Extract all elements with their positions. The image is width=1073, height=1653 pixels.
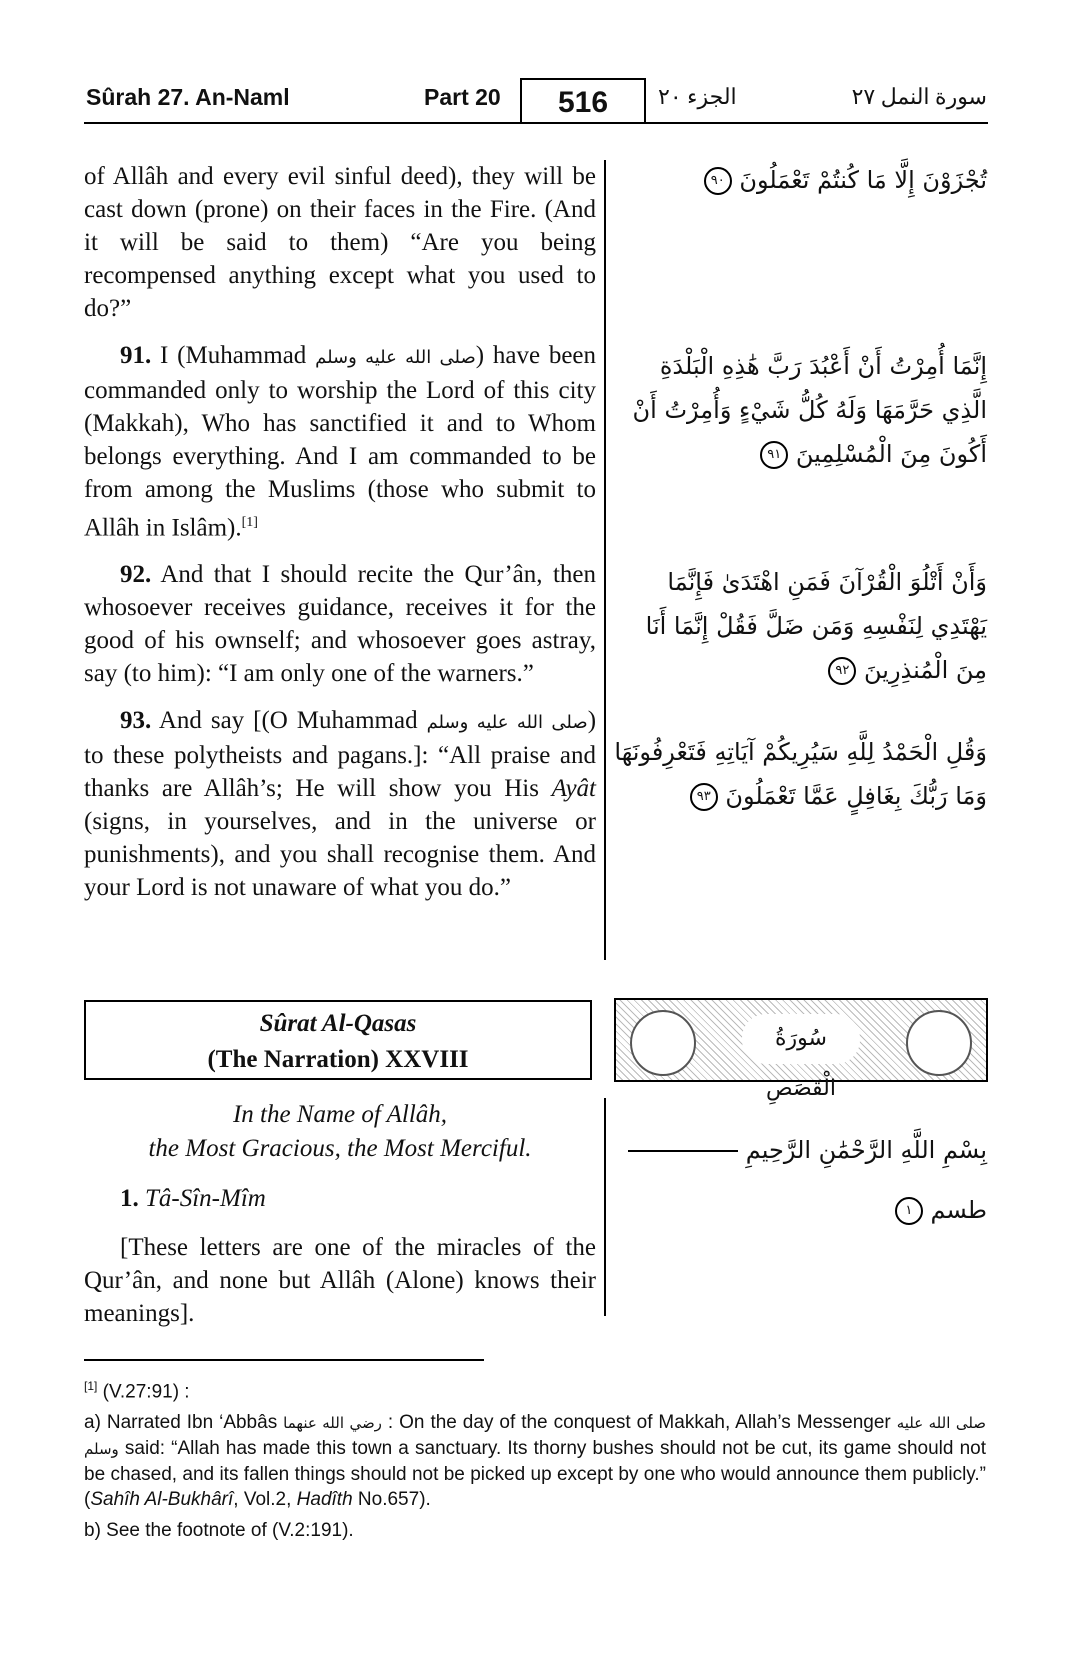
footnote-volume: , Vol.2,: [233, 1489, 292, 1511]
header-divider: [84, 122, 988, 124]
verse-end-marker: ٩٠: [704, 167, 732, 195]
arabic-text: وَأَنْ أَتْلُوَ الْقُرْآنَ فَمَنِ اهْتَدَىٰ فَإِنَّمَا يَهْتَدِي لِنَفْسِهِ وَمَن ضَلَّ فَقُلْ إِنَّمَا أَنَا مِنَ الْمُنذِرِينَ: [645, 568, 987, 684]
arabic-verse-93: [607, 730, 987, 818]
surah-title-box: [84, 1000, 592, 1080]
salutation-arabic: صلى الله عليه وسلم: [315, 347, 476, 368]
arabic-verse-92: [607, 560, 987, 692]
verse-93-text: [84, 704, 596, 904]
basmala-line-1: In the Name of Allâh,: [232, 1101, 448, 1128]
footnotes: [84, 1374, 986, 1543]
qasas-verse-1: [84, 1182, 596, 1330]
letters-note: [These letters are one of the miracles of the Qur’ân, and none but Allâh (Alone) knows their meanings].: [84, 1234, 596, 1327]
verse-91-part-a: I (Muhammad: [160, 342, 307, 369]
header-part: Part 20: [424, 84, 501, 110]
footnote-divider: [84, 1359, 484, 1361]
header-juz-arabic: الجزء ٢٠: [658, 84, 737, 109]
column-divider: [604, 1098, 606, 1316]
verse-92-body: And that I should recite the Qur’ân, then whosoever receives guidance, receives it for the good of his ownself; and whosoever goes astray, say (to him): “I am only one of the warners.”: [84, 561, 596, 688]
verse-91-part-b: ) have been commanded only to worship the Lord of this city (Makkah), Who has sanctified it and to Whom belongs everything. And I am commanded to be from among the Muslims (those who submit to Allâh in Islâm).: [84, 342, 597, 542]
verse-end-marker: ٩٣: [690, 783, 718, 811]
verse-92-text: [84, 558, 596, 690]
footnote-ref: [1]: [241, 515, 258, 530]
verse-number: 93.: [120, 707, 152, 735]
footnote-b: b) See the footnote of (V.2:191).: [84, 1520, 354, 1542]
arabic-verse-90: [607, 160, 987, 200]
footnote-arabic: رضي الله عنهما: [283, 1414, 382, 1433]
footnote-hadith: Hadîth: [296, 1489, 353, 1511]
arabic-basmala: [607, 1130, 987, 1170]
surah-ornament-box: [614, 998, 988, 1101]
footnote-a-mid: : On the day of the conquest of Makkah, Allah’s Messenger: [387, 1412, 891, 1434]
verse-end-marker: ٩٢: [828, 657, 856, 685]
verse-number: 91.: [120, 342, 152, 369]
surah-name: Sûrat Al-Qasas: [259, 1010, 417, 1037]
basmala-english: [84, 1098, 596, 1166]
muqattaat-letters: Tâ-Sîn-Mîm: [145, 1185, 266, 1212]
footnote-arabic: صلى الله عليه وسلم: [84, 1414, 987, 1459]
arabic-text: إِنَّمَا أُمِرْتُ أَنْ أَعْبُدَ رَبَّ هَٰذِهِ الْبَلْدَةِ الَّذِي حَرَّمَهَا وَلَهُ كُلُّ شَيْءٍ وَأُمِرْتُ أَنْ أَكُونَ مِنَ الْمُسْلِمِينَ: [632, 352, 987, 468]
verse-93-part-b: ) to these polytheists and pagans.]: “All praise and thanks are Allâh’s; He will show you His: [84, 707, 597, 803]
english-column: [84, 160, 596, 904]
arabic-text: وَقُلِ الْحَمْدُ لِلَّهِ سَيُرِيكُمْ آيَاتِهِ فَتَعْرِفُونَهَا وَمَا رَبُّكَ بِغَافِلٍ عَمَّا تَعْمَلُونَ: [614, 738, 987, 810]
footnote-ref-label: (V.27:91) :: [102, 1381, 190, 1403]
header-surah-arabic: سورة النمل ٢٧: [851, 84, 987, 109]
basmala-line-2: the Most Gracious, the Most Merciful.: [148, 1135, 532, 1162]
verse-number: 92.: [120, 561, 152, 589]
verse-93-part-c: (signs, in yourselves, and in the universe or punishments), and you shall recognise them. And your Lord is not unaware of what you do.”: [84, 808, 596, 902]
rosette-ornament-icon: [906, 1010, 972, 1076]
header-surah-title: Sûrah 27. An-Naml: [86, 84, 290, 110]
verse-90-text: of Allâh and every evil sinful deed), they will be cast down (prone) on their faces in the Fire. (And it will be said to them) “Are you being recompensed anything except what you used to do?”: [84, 163, 596, 322]
basmala-line: [628, 1150, 738, 1152]
arabic-text: بِسْمِ اللَّهِ الرَّحْمَٰنِ الرَّحِيمِ: [745, 1136, 987, 1164]
verse-93-part-a: And say [(O Muhammad: [158, 707, 418, 735]
salutation-arabic: صلى الله عليه وسلم: [426, 712, 588, 734]
footnote-a: [84, 1410, 986, 1512]
column-divider: [604, 160, 606, 960]
verse-number: 1.: [120, 1185, 139, 1212]
footnote-number: No.657).: [357, 1489, 431, 1511]
footnote-a-pre: a) Narrated Ibn ‘Abbâs: [84, 1412, 278, 1434]
arabic-verse-91: [607, 344, 987, 476]
footnote-source: Sahîh Al-Bukhârî: [90, 1489, 234, 1511]
arabic-qasas-verse-1: [607, 1190, 987, 1230]
rosette-ornament-icon: [630, 1010, 696, 1076]
arabic-text: طسم: [930, 1196, 987, 1224]
surah-subtitle: (The Narration) XXVIII: [207, 1046, 469, 1073]
verse-91-text: [84, 339, 596, 544]
surah-name-arabic: سُورَةُ الْقَصَصِ: [742, 1014, 860, 1064]
ayat-term: Ayât: [551, 775, 596, 803]
footnote-a-text: said: “Allah has made this town a sanctuary. Its thorny bushes should not be cut, its game should not be chased, and its fallen things should not be picked up except by one who would announce them publicly.” (: [84, 1438, 986, 1511]
verse-end-marker: ١: [895, 1197, 923, 1225]
arabic-text: تُجْزَوْنَ إِلَّا مَا كُنتُمْ تَعْمَلُونَ: [739, 166, 987, 194]
verse-end-marker: ٩١: [760, 441, 788, 469]
footnote-marker: [1]: [84, 1379, 98, 1393]
page-number: 516: [520, 78, 646, 124]
